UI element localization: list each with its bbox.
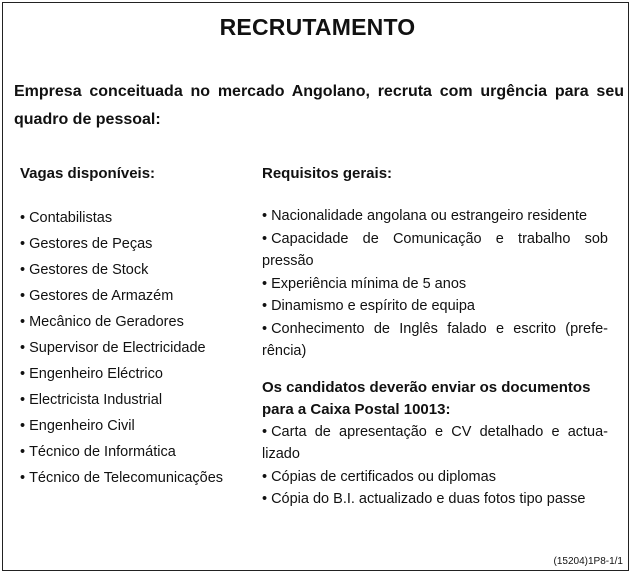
ad-title: RECRUTAMENTO bbox=[219, 14, 416, 40]
requisitos-column bbox=[262, 164, 608, 511]
bullet-icon: • bbox=[20, 236, 26, 252]
list-item: • Gestores de Peças bbox=[20, 236, 153, 252]
vagas-column bbox=[20, 164, 255, 491]
list-item: • Engenheiro Civil bbox=[20, 418, 135, 434]
requisitos-heading: Requisitos gerais: bbox=[262, 165, 393, 182]
bullet-icon: • bbox=[262, 298, 268, 314]
list-item: • Experiência mínima de 5 anos bbox=[262, 275, 467, 292]
reference-code: (15204)1P8-1/1 bbox=[553, 556, 623, 567]
vagas-list bbox=[20, 205, 255, 491]
list-item: • Nacionalidade angolana ou estrangeiro residente bbox=[262, 208, 588, 224]
bullet-icon: • bbox=[262, 491, 268, 507]
bullet-icon: • bbox=[20, 314, 26, 330]
list-item: • Capacidade de Comunicação e trabalho sob pressão bbox=[262, 230, 608, 269]
bullet-icon: • bbox=[20, 210, 26, 226]
list-item: • Mecânico de Geradores bbox=[20, 314, 184, 330]
list-item: • Electricista Industrial bbox=[20, 392, 163, 408]
documentos-list bbox=[262, 421, 608, 511]
bullet-icon: • bbox=[20, 340, 26, 356]
vagas-heading: Vagas disponíveis: bbox=[20, 165, 156, 182]
list-item: • Carta de apresentação e CV detalhado e actua-lizado bbox=[262, 423, 608, 462]
bullet-icon: • bbox=[20, 418, 26, 434]
list-item: • Técnico de Informática bbox=[20, 444, 176, 460]
list-item: • Técnico de Telecomunicações bbox=[20, 470, 224, 486]
list-item: • Gestores de Stock bbox=[20, 262, 149, 278]
bullet-icon: • bbox=[20, 288, 26, 304]
list-item: • Gestores de Armazém bbox=[20, 288, 174, 304]
bullet-icon: • bbox=[20, 262, 26, 278]
bullet-icon: • bbox=[20, 444, 26, 460]
bullet-icon: • bbox=[20, 392, 26, 408]
list-item: • Contabilistas bbox=[20, 210, 113, 226]
list-item: • Cópia do B.I. actualizado e duas fotos tipo passe bbox=[262, 491, 586, 507]
documentos-heading: Os candidatos deverão enviar os documentos para a Caixa Postal 10013: bbox=[262, 378, 591, 418]
intro-text: Empresa conceituada no mercado Angolano, recruta com urgência para seu quadro de pessoal: bbox=[14, 83, 624, 128]
list-item: • Engenheiro Eléctrico bbox=[20, 366, 163, 382]
bullet-icon: • bbox=[262, 208, 268, 224]
list-item: • Dinamismo e espírito de equipa bbox=[262, 298, 475, 314]
list-item: • Cópias de certificados ou diplomas bbox=[262, 468, 496, 485]
bullet-icon: • bbox=[20, 470, 26, 486]
list-item: • Supervisor de Electricidade bbox=[20, 340, 206, 356]
bullet-icon: • bbox=[262, 320, 268, 337]
requisitos-list bbox=[262, 205, 608, 363]
bullet-icon: • bbox=[20, 366, 26, 382]
bullet-icon: • bbox=[262, 423, 268, 440]
bullet-icon: • bbox=[262, 230, 268, 247]
list-item: • Conhecimento de Inglês falado e escrito (prefe-rência) bbox=[262, 320, 608, 359]
bullet-icon: • bbox=[262, 468, 268, 485]
bullet-icon: • bbox=[262, 275, 268, 292]
